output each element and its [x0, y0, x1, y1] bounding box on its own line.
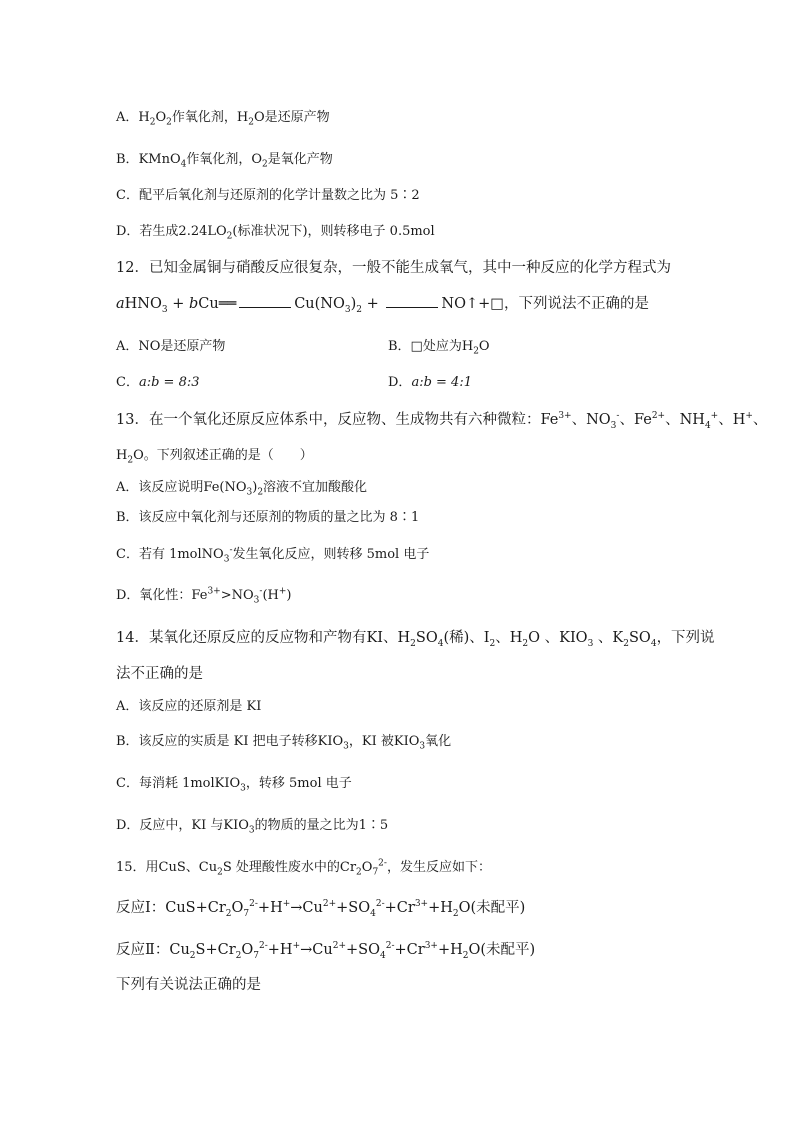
q11-option-c[interactable]: C．配平后氧化剂与还原剂的化学计量数之比为 5∶2: [116, 188, 420, 203]
q11-option-d[interactable]: D．若生成$2.24LO_2$(标准状况下)，则转移电子 0.5mol: [116, 224, 435, 242]
q13-stem: 13．在一个氧化还原反应体系中，反应物、生成物共有六种微粒：$Fe^{3+}$、$NO_3^-$、$Fe^{2+}$、$NH_4^+$、H+、: [116, 411, 768, 431]
q13-option-b[interactable]: B．该反应中氧化剂与还原剂的物质的量之比为 8∶1: [116, 510, 420, 525]
q14-option-b[interactable]: B．该反应的实质是 KI 把电子转移$KIO_3$，KI 被$KIO_3$氧化: [116, 734, 452, 752]
q13-stem-line2: $H_2O$。下列叙述正确的是（ ）: [116, 448, 313, 466]
q12-equation: aHNO$_3$ + bCu══ $Cu(NO_3)_2$ + NO↑+□，下列说法不正确的是: [116, 296, 649, 315]
answer-blank[interactable]: [386, 295, 438, 308]
q12-option-c[interactable]: C．a:b = 8:3: [116, 375, 200, 390]
q12-option-b[interactable]: B．□处应为$H_2O$: [388, 339, 490, 357]
q11-option-a[interactable]: A．$H_2O_2$作氧化剂，$H_2O$是还原产物: [116, 110, 330, 128]
q14-stem-line2: 法不正确的是: [116, 666, 203, 682]
q14-option-c[interactable]: C．每消耗 1molKIO$_3$，转移 5mol 电子: [116, 776, 352, 794]
q12-option-a[interactable]: A．NO是还原产物: [116, 339, 226, 354]
q15-stem: 15．用CuS、$Cu_2S$ 处理酸性废水中的$Cr_2O_7^{2-}$，发生反应如下：: [116, 858, 491, 878]
q15-reaction-2: 反应Ⅱ：$Cu_2S+Cr_2O_7^{2-}+H^+\to Cu^{2+}+SO_4^{2-}+Cr^{3+}+H_2O$(未配平): [116, 941, 536, 961]
q13-option-a[interactable]: A．该反应说明$Fe(NO_3)_2$溶液不宜加酸酸化: [116, 480, 368, 498]
q15-reaction-1: 反应Ⅰ：$CuS+Cr_2O_7^{2-}+H^+\to Cu^{2+}+SO_4^{2-}+Cr^{3+}+H_2O$(未配平): [116, 899, 526, 919]
answer-blank[interactable]: [239, 295, 291, 308]
q14-stem: 14．某氧化还原反应的反应物和产物有KI、$H_2SO_4$(稀)、$I_2$、$H_2O$ 、$KIO_3$ 、$K_2SO_4$，下列说: [116, 630, 715, 649]
q15-tail: 下列有关说法正确的是: [116, 977, 261, 993]
q12-option-d[interactable]: D．a:b = 4:1: [388, 375, 472, 390]
q13-option-c[interactable]: C．若有 1molNO$_3$-发生氧化反应，则转移 5mol 电子: [116, 545, 430, 565]
q12-stem: 12．已知金属铜与硝酸反应很复杂，一般不能生成氧气，其中一种反应的化学方程式为: [116, 260, 671, 276]
q14-option-d[interactable]: D．反应中，KI 与$KIO_3$的物质的量之比为1∶5: [116, 818, 389, 836]
q13-option-d[interactable]: D．氧化性：$Fe^{3+}>NO_3^-(H^+)$: [116, 586, 292, 606]
q11-option-b[interactable]: B．KMnO$_4$作氧化剂，$O_2$是氧化产物: [116, 152, 333, 170]
q14-option-a[interactable]: A．该反应的还原剂是 KI: [116, 699, 262, 714]
